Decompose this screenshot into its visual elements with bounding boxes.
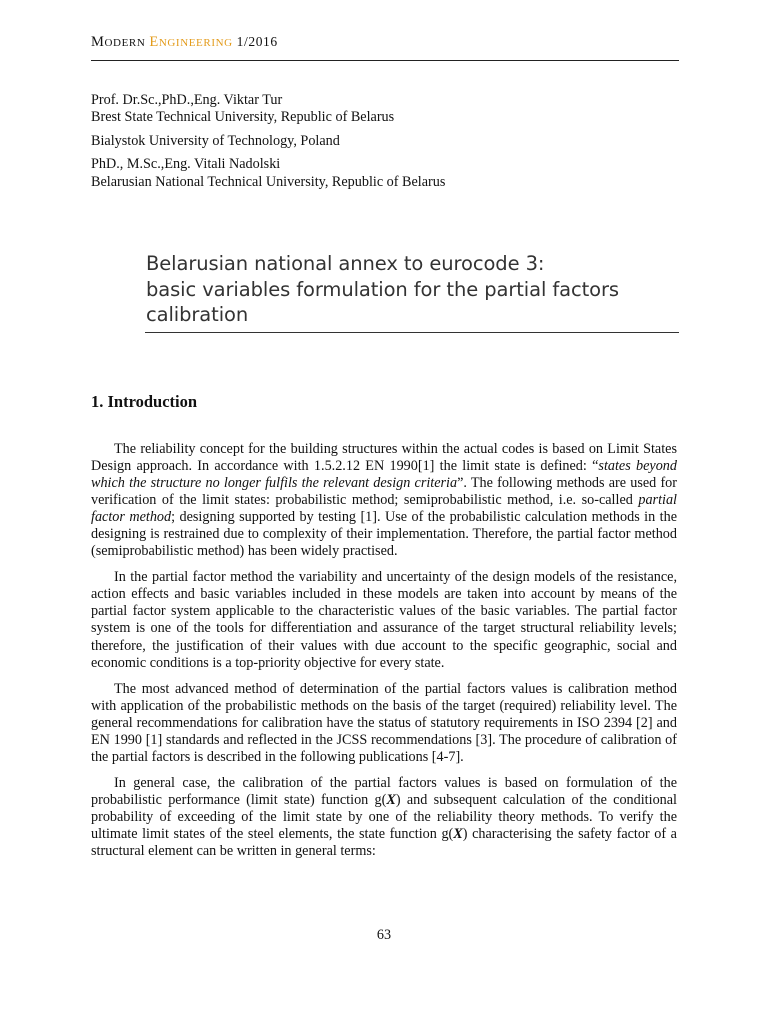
header-divider — [91, 60, 679, 61]
page-number: 63 — [376, 927, 392, 943]
journal-name-initial-m: M — [91, 34, 105, 50]
journal-name-initial-e: E — [149, 34, 159, 50]
paper-title-line: basic variables formulation for the partial factors — [146, 277, 619, 301]
author-affiliation: Bialystok University of Technology, Poland — [91, 132, 340, 149]
journal-name-modern: ODERN — [104, 37, 146, 49]
running-header — [91, 34, 278, 51]
title-divider — [145, 332, 679, 333]
section-heading: 1. Introduction — [91, 392, 198, 411]
author-block — [91, 92, 691, 197]
body-text — [91, 441, 677, 869]
variable-x: X — [453, 825, 463, 842]
paragraph: The most advanced method of determination of the partial factors values is calibration method with application of the probabilistic methods on the basis of the target (required) reliability level. The general recommendations for calibration have the status of statutory requirements in ISO 2394 [2] and EN 1990 [1] standards and reflected in the JCSS recommendations [3]. The procedure of calibration of the partial factors is described in the following publications [4-7]. — [91, 680, 677, 765]
author-affiliation-group — [91, 133, 691, 150]
variable-x: X — [386, 791, 396, 808]
journal-issue: 1/2016 — [236, 34, 278, 49]
paragraph: In general case, the calibration of the partial factors values is based on formulation of the probabilistic performance (limit state) function g(X) and subsequent calculation of the conditional probability of exceeding of the limit state by one of the reliability theory methods. To verify the ultimate limit states of the steel elements, the state function g(X) characterising the safety factor of a structural element can be written in general terms: — [91, 774, 677, 860]
emphasis-term: partial factor method — [91, 492, 677, 526]
paragraph: In the partial factor method the variability and uncertainty of the design models of the resistance, action effects and basic variables included in these models are taken into account by means of the partial factor system applicable to the characteristic values of the basic variables. The partial factor system is one of the tools for differentiation and assurance of the target structural reliability levels; therefore, the justification of their values with due account to the specific geographic, social and economic conditions is a top-priority objective for every state. — [91, 569, 677, 671]
journal-name-engineering: NGINEERING — [158, 37, 233, 49]
author-affiliation-group — [91, 156, 691, 191]
paragraph: The reliability concept for the building structures within the actual codes is based on Limit States Design approach. In accordance with 1.5.2.12 EN 1990[1] the limit state is defined: “states beyond which the structure no longer fulfils the relevant design criteria”. The following methods are used for verification of the limit states: probabilistic method; semiprobabilistic method, i.e. so-called partial factor method; designing supported by testing [1]. Use of the probabilistic calculation methods in the designing is restrained due to complexity of their implementation. Therefore, the partial factor method (semiprobabilistic method) has been widely practised. — [91, 441, 677, 560]
author-affiliation-group — [91, 92, 691, 127]
paper-title-line: Belarusian national annex to eurocode 3: — [146, 252, 545, 275]
author-affiliation: Brest State Technical University, Republic of Belarus — [91, 109, 395, 126]
limit-state-definition: states beyond which the structure no longer fulfils the relevant design criteria — [91, 458, 677, 492]
author-name: PhD., M.Sc.,Eng. Vitali Nadolski — [91, 156, 281, 173]
paper-title-line: calibration — [146, 303, 249, 326]
author-name: Prof. Dr.Sc.,PhD.,Eng. Viktar Tur — [91, 92, 283, 108]
author-affiliation: Belarusian National Technical University, Republic of Belarus — [91, 173, 446, 190]
paper-title — [146, 251, 686, 328]
